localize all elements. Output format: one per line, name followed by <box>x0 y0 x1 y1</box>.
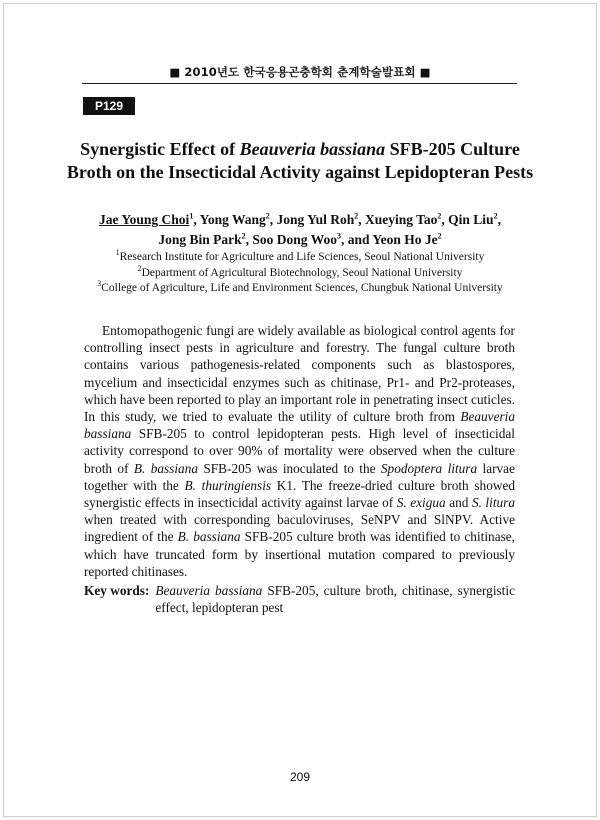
title-line1-end: SFB-205 Culture <box>385 139 520 159</box>
running-header: ■ 2010년도 한국응용곤충학회 춘계학술발표회 ■ <box>169 65 431 79</box>
author-affiliation-mark: 2 <box>493 211 498 221</box>
affiliation-text: Research Institute for Agriculture and Life Sciences, Seoul National University <box>119 251 485 263</box>
header-divider <box>82 83 517 84</box>
affiliation-text: College of Agriculture, Life and Environment Sciences, Chungbuk National University <box>101 282 503 294</box>
author-affiliation-mark: 3 <box>336 231 341 241</box>
author-name: Jong Bin Park <box>158 232 242 247</box>
abstract-species: Beauveria bassiana <box>84 409 515 442</box>
abstract-species: B. bassiana <box>133 460 198 476</box>
keywords-label: Key words: <box>84 583 150 598</box>
abstract-species: Spodoptera litura <box>380 460 478 476</box>
keywords-list <box>155 582 515 616</box>
author-affiliation-mark: 2 <box>437 211 442 221</box>
affiliation-number: 2 <box>137 263 142 273</box>
abstract-body <box>84 322 515 580</box>
author-separator: , and <box>340 232 373 247</box>
abstract-text: larvae together with the <box>84 460 515 493</box>
author-name: Soo Dong Woo <box>252 232 337 247</box>
paper-title <box>64 138 536 184</box>
title-species-name: Beauveria bassiana <box>239 139 386 159</box>
author-name: Qin Liu <box>448 212 494 227</box>
author-separator: , <box>269 212 277 227</box>
author-affiliation-mark: 2 <box>265 211 270 221</box>
affiliation-number: 1 <box>115 248 120 258</box>
author-affiliation-mark: 2 <box>241 231 246 241</box>
poster-id-badge: P129 <box>83 97 135 115</box>
author-affiliation-mark: 2 <box>354 211 359 221</box>
page-number: 209 <box>289 770 311 784</box>
abstract-text: when treated with corresponding baculoviruses, SeNPV and SlNPV. Active ingredient of the <box>84 512 515 545</box>
abstract-text: K1. The freeze-dried culture broth showed synergistic effects in insecticidal activity against larvae of <box>84 477 515 511</box>
affiliation-list <box>64 250 536 297</box>
author-separator: , <box>245 232 253 247</box>
abstract-text: SFB-205 culture broth was identified to chitinase, which have truncated form by insertional mutation compared to previously reported chitinases. <box>84 529 515 579</box>
author-separator: , <box>358 212 366 227</box>
author-affiliation-mark: 2 <box>437 231 442 241</box>
abstract-text: SFB-205 was inoculated to the <box>198 460 381 476</box>
author-name: Yong Wang <box>199 212 266 227</box>
affiliation-item <box>64 263 536 282</box>
affiliation-number: 3 <box>97 279 102 289</box>
author-name: Xueying Tao <box>365 212 438 227</box>
author-separator: , <box>441 212 449 227</box>
abstract-species: B. thuringiensis <box>184 477 272 493</box>
author-separator: , <box>497 212 501 227</box>
title-line2: Broth on the Insecticidal Activity against Lepidopteran Pests <box>66 162 534 182</box>
abstract-text: SFB-205 to control lepidopteran pests. High level of insecticidal activity correspond to over 90% of mortality were observed when the culture broth of <box>84 426 515 476</box>
abstract-species: B. bassiana <box>177 529 241 545</box>
title-line1-start: Synergistic Effect of <box>80 139 240 159</box>
abstract-text: and <box>445 495 472 511</box>
affiliation-text: Department of Agricultural Biotechnology, Seoul National University <box>141 266 463 279</box>
author-list <box>64 210 536 250</box>
author-name: Jong Yul Roh <box>276 212 355 227</box>
author-separator: , <box>193 212 200 227</box>
keyword-species: Beauveria bassiana <box>155 583 263 598</box>
paper-page <box>3 3 597 817</box>
abstract-species: S. litura <box>471 495 515 511</box>
abstract-species: S. exigua <box>396 495 446 511</box>
author-presenter: Jae Young Choi <box>99 212 190 227</box>
keywords-block <box>84 582 515 616</box>
author-name: Yeon Ho Je <box>372 232 438 247</box>
affiliation-item <box>64 250 536 266</box>
abstract-text: Entomopathogenic fungi are widely available as biological control agents for controlling insect pests in agriculture and forestry. The fungal culture broth contains various pathogenesis-related components such as blastospores, mycelium and insecticidal enzymes such as chitinase, Pr1- and Pr2-proteases, which have been reported to play an important role in penetrating insect cuticles. In this study, we tried to evaluate the utility of culture broth from <box>84 323 515 425</box>
author-affiliation-mark: 1 <box>189 211 194 221</box>
keyword-text: SFB-205, culture broth, chitinase, synergistic effect, lepidopteran pest <box>155 583 515 616</box>
affiliation-item <box>64 281 536 297</box>
